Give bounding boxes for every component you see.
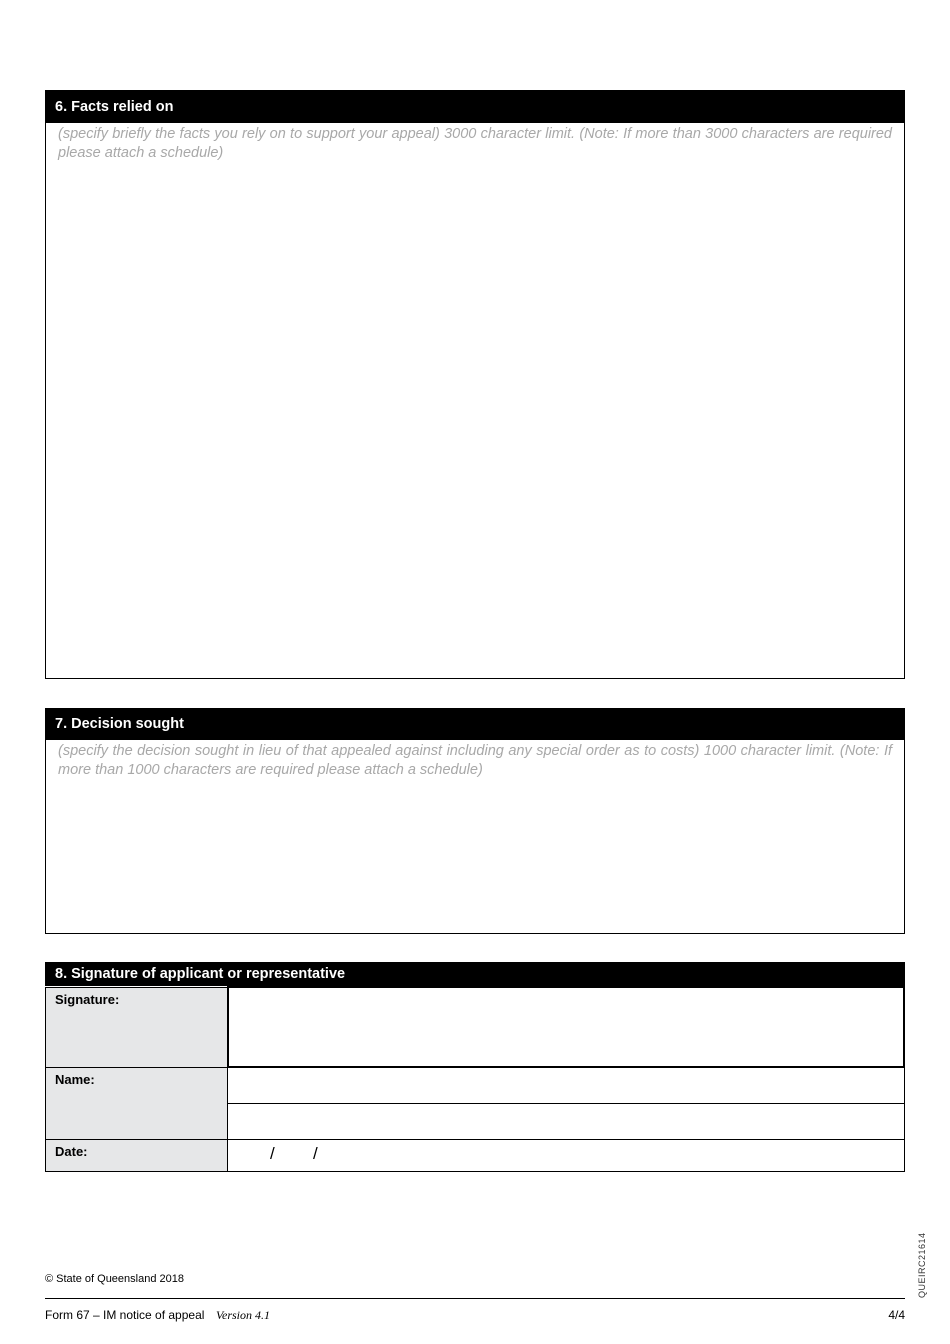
facts-relied-on-title: 6. Facts relied on	[55, 98, 174, 115]
page-number: 4/4	[888, 1308, 905, 1322]
decision-sought-section	[45, 708, 905, 934]
decision-sought-field[interactable]	[45, 740, 905, 934]
name-field-line-1[interactable]	[228, 1067, 905, 1103]
copyright-notice: © State of Queensland 2018	[45, 1273, 184, 1285]
date-field[interactable]	[228, 1139, 905, 1171]
decision-sought-heading	[45, 708, 905, 740]
footer-divider	[45, 1298, 905, 1299]
name-label: Name:	[46, 1067, 228, 1139]
decision-sought-hint: (specify the decision sought in lieu of that appealed against including any special order as to costs) 1000 character limit. (Note: If more than 1000 characters are required please attach a schedule)	[58, 743, 892, 778]
signature-field[interactable]	[228, 987, 905, 1067]
decision-sought-title: 7. Decision sought	[55, 716, 184, 732]
signature-table	[45, 986, 905, 1172]
date-separator-1: /	[270, 1143, 275, 1163]
facts-relied-on-hint: (specify briefly the facts you rely on to support your appeal) 3000 character limit. (Note: If more than 3000 characters are required please attach a schedule)	[58, 126, 892, 161]
signature-heading	[45, 962, 905, 986]
form-version: Version 4.1	[216, 1308, 270, 1322]
signature-label: Signature:	[46, 987, 228, 1067]
signature-section	[45, 962, 905, 1172]
facts-relied-on-heading	[45, 90, 905, 123]
name-field-line-2[interactable]	[228, 1103, 905, 1139]
date-label: Date:	[46, 1139, 228, 1171]
date-separator-2: /	[313, 1143, 318, 1163]
form-code: QUEIRC21614	[917, 1232, 927, 1298]
facts-relied-on-field[interactable]	[45, 123, 905, 679]
form-name: Form 67 – IM notice of appeal	[45, 1308, 205, 1322]
signature-section-title: 8. Signature of applicant or representative	[55, 966, 346, 982]
facts-relied-on-section	[45, 90, 905, 679]
